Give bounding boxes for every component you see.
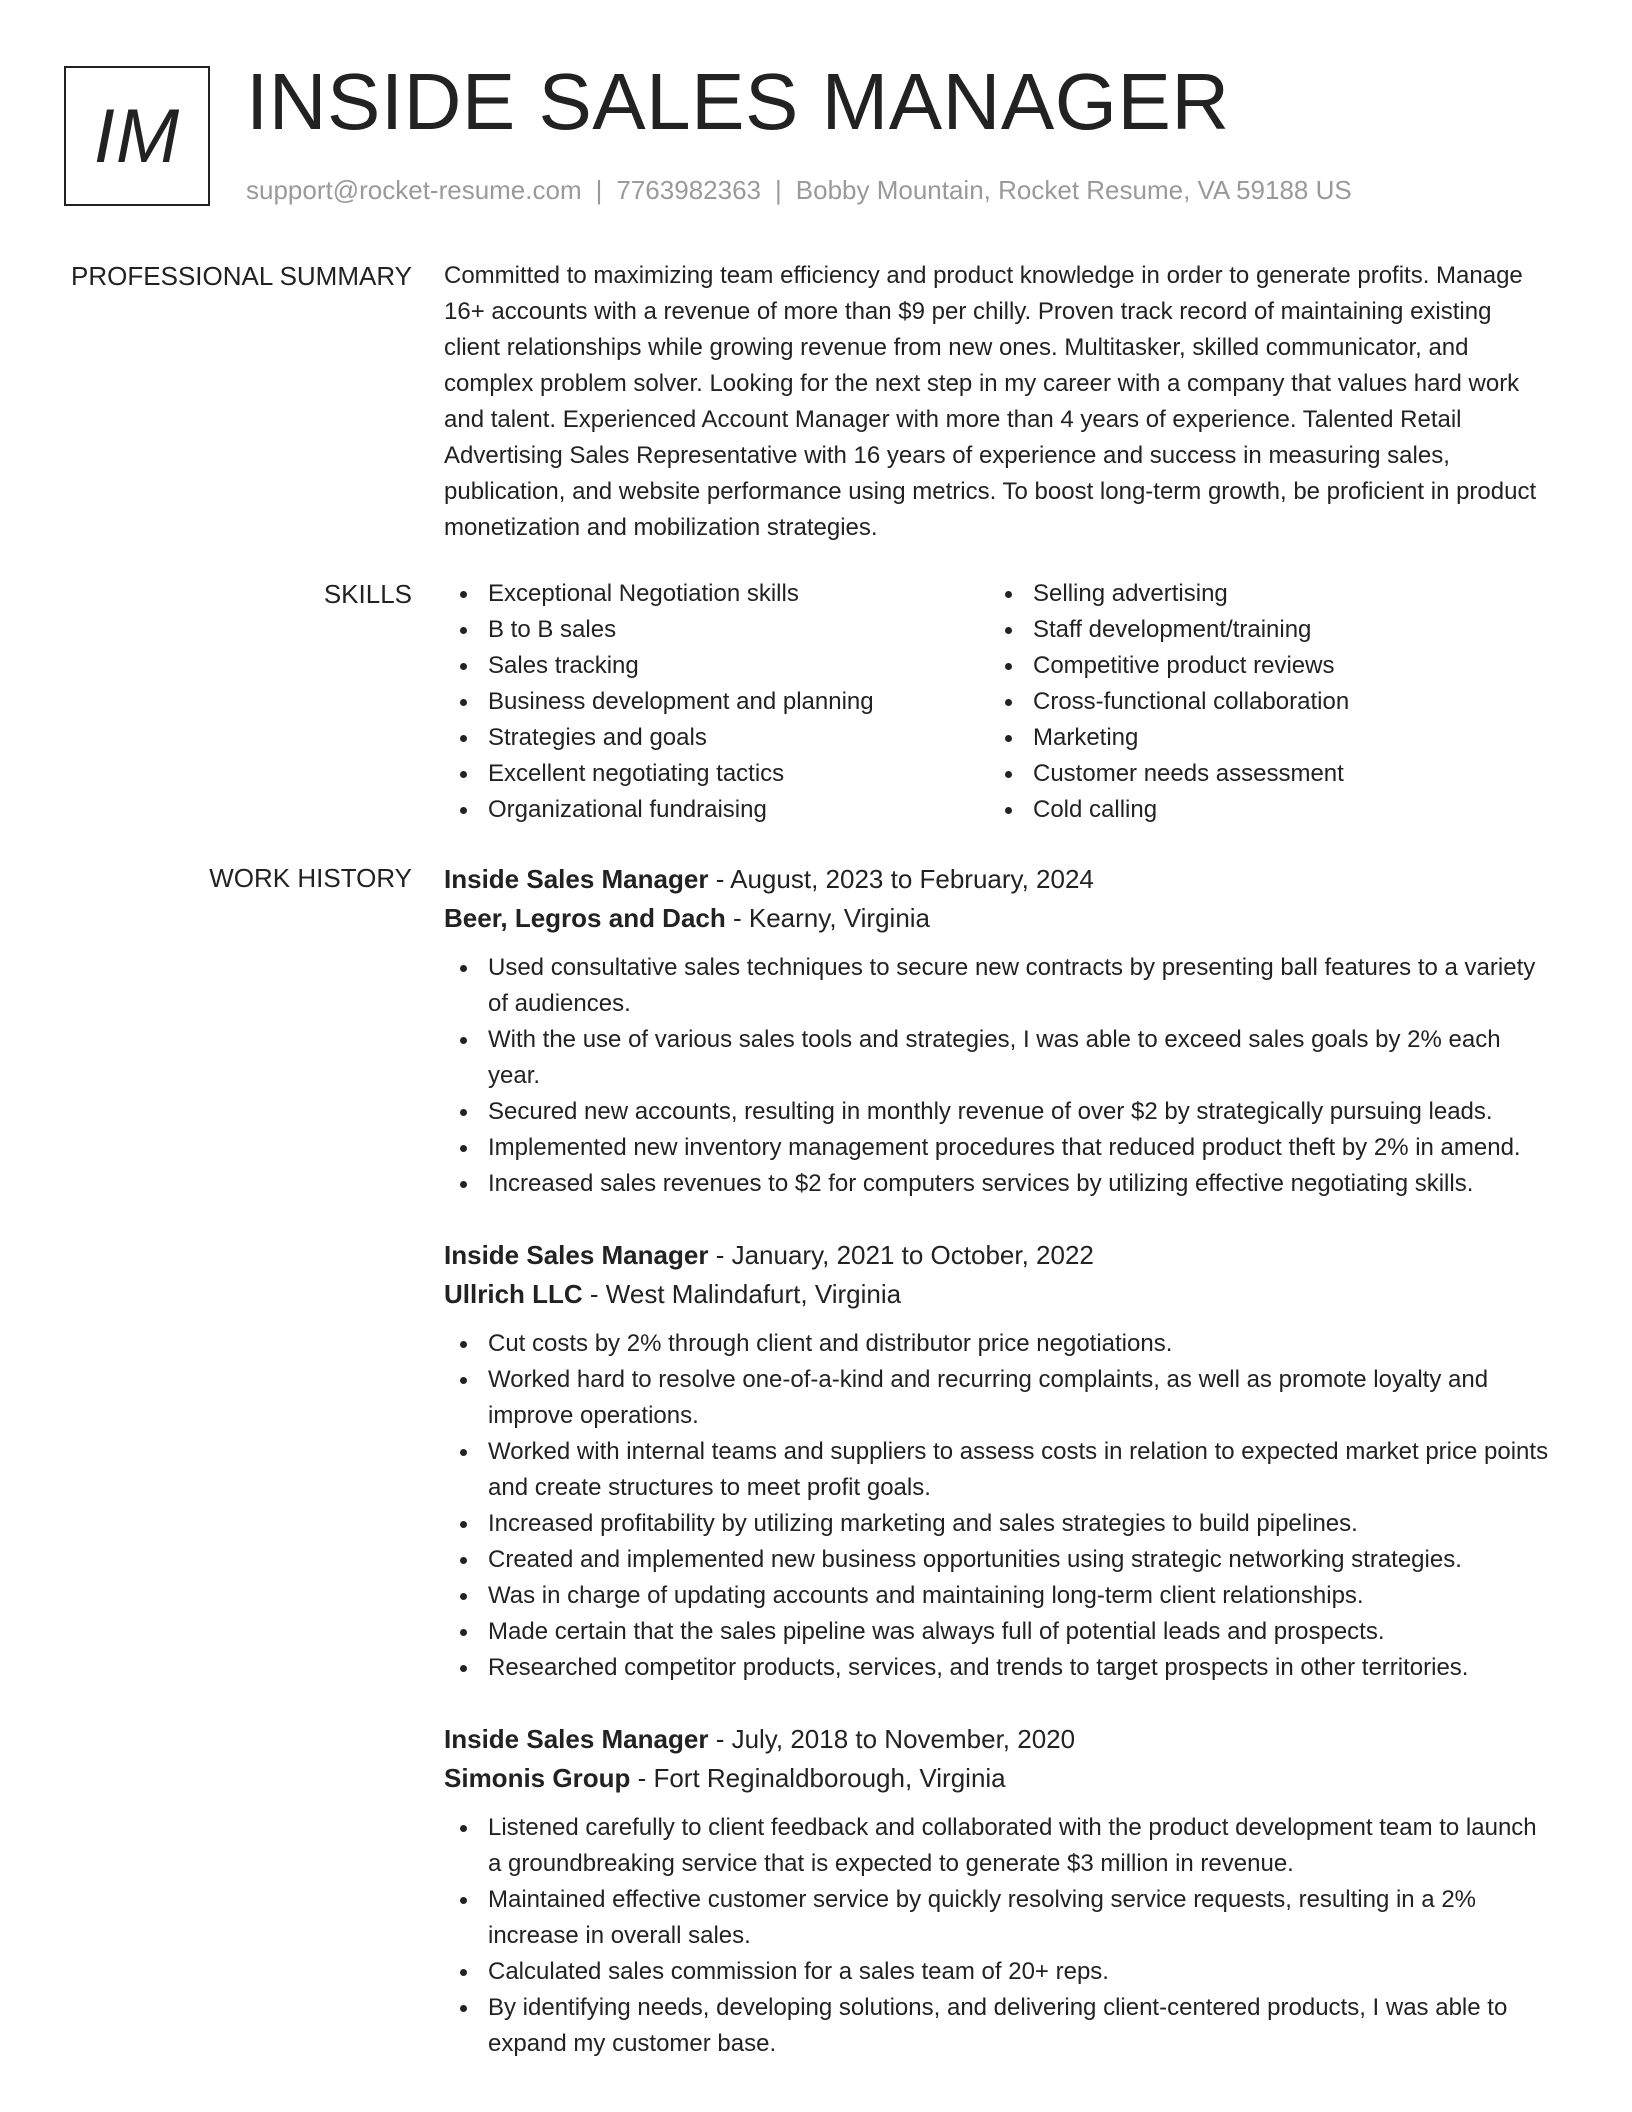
job-bullets — [444, 1326, 1554, 1686]
job-company: Ullrich LLC — [444, 1279, 583, 1309]
job-company: Beer, Legros and Dach — [444, 903, 726, 933]
job-company: Simonis Group — [444, 1763, 631, 1793]
job-entry — [444, 860, 1554, 1202]
job-role-line — [444, 860, 1554, 899]
job-bullet: Calculated sales commission for a sales team of 20+ reps. — [444, 1954, 1554, 1990]
job-bullet: Created and implemented new business opportunities using strategic networking strategies. — [444, 1542, 1554, 1578]
summary-label: PROFESSIONAL SUMMARY — [71, 261, 412, 291]
skill-item: Excellent negotiating tactics — [444, 756, 989, 792]
contact-email[interactable]: support@rocket-resume.com — [246, 175, 582, 205]
job-role-line — [444, 1236, 1554, 1275]
job-role: Inside Sales Manager — [444, 1240, 709, 1270]
job-entry — [444, 1720, 1554, 2062]
skill-item: Sales tracking — [444, 648, 989, 684]
job-bullet: Researched competitor products, services, and trends to target prospects in other territories. — [444, 1650, 1554, 1686]
job-location: - Fort Reginaldborough, Virginia — [637, 1763, 1006, 1793]
job-bullet: With the use of various sales tools and strategies, I was able to exceed sales goals by 2% each year. — [444, 1022, 1554, 1094]
job-dates: - August, 2023 to February, 2024 — [715, 864, 1094, 894]
work-history-body — [444, 860, 1554, 2096]
skill-item: Organizational fundraising — [444, 792, 989, 828]
job-role: Inside Sales Manager — [444, 864, 709, 894]
job-location: - West Malindafurt, Virginia — [589, 1279, 902, 1309]
contact-separator: | — [775, 175, 782, 205]
skill-item: Business development and planning — [444, 684, 989, 720]
skill-item: Staff development/training — [989, 612, 1534, 648]
job-bullets — [444, 1810, 1554, 2062]
job-bullet: Listened carefully to client feedback and collaborated with the product development team to launch a groundbreaking service that is expected to generate $3 million in revenue. — [444, 1810, 1554, 1882]
skill-item: Exceptional Negotiation skills — [444, 576, 989, 612]
job-dates: - July, 2018 to November, 2020 — [715, 1724, 1076, 1754]
job-company-line — [444, 1275, 1554, 1314]
job-bullet: Implemented new inventory management procedures that reduced product theft by 2% in amend. — [444, 1130, 1554, 1166]
job-bullet: Used consultative sales techniques to secure new contracts by presenting ball features to a variety of audiences. — [444, 950, 1554, 1022]
skill-item: Cross-functional collaboration — [989, 684, 1534, 720]
job-role: Inside Sales Manager — [444, 1724, 709, 1754]
job-company-line — [444, 899, 1554, 938]
job-bullet: Made certain that the sales pipeline was always full of potential leads and prospects. — [444, 1614, 1554, 1650]
contact-line — [246, 174, 1352, 206]
job-company-line — [444, 1759, 1554, 1798]
skills-column-left — [444, 576, 989, 828]
job-entry — [444, 1236, 1554, 1686]
skill-item: Customer needs assessment — [989, 756, 1534, 792]
job-bullet: Worked hard to resolve one-of-a-kind and recurring complaints, as well as promote loyalty and improve operations. — [444, 1362, 1554, 1434]
skills-columns — [444, 576, 1554, 828]
page-title: INSIDE SALES MANAGER — [246, 57, 1230, 146]
job-bullet: Was in charge of updating accounts and maintaining long-term client relationships. — [444, 1578, 1554, 1614]
work-history-label: WORK HISTORY — [209, 863, 412, 893]
monogram-logo — [64, 66, 210, 206]
monogram-initials: IM — [93, 93, 181, 179]
skill-item: Selling advertising — [989, 576, 1534, 612]
skill-item: Competitive product reviews — [989, 648, 1534, 684]
job-bullet: Secured new accounts, resulting in monthly revenue of over $2 by strategically pursuing leads. — [444, 1094, 1554, 1130]
job-bullet: Increased sales revenues to $2 for computers services by utilizing effective negotiating skills. — [444, 1166, 1554, 1202]
job-bullet: Increased profitability by utilizing marketing and sales strategies to build pipelines. — [444, 1506, 1554, 1542]
job-bullet: Worked with internal teams and suppliers to assess costs in relation to expected market price points and create structures to meet profit goals. — [444, 1434, 1554, 1506]
contact-separator: | — [595, 175, 603, 205]
job-bullets — [444, 950, 1554, 1202]
skills-column-right — [989, 576, 1534, 828]
skill-item: Cold calling — [989, 792, 1534, 828]
contact-phone[interactable]: 7763982363 — [616, 175, 761, 205]
job-bullet: Cut costs by 2% through client and distributor price negotiations. — [444, 1326, 1554, 1362]
skills-label: SKILLS — [323, 579, 412, 609]
job-bullet: By identifying needs, developing solutions, and delivering client-centered products, I was able to expand my customer base. — [444, 1990, 1554, 2062]
job-bullet: Maintained effective customer service by quickly resolving service requests, resulting in a 2% increase in overall sales. — [444, 1882, 1554, 1954]
summary-body — [444, 258, 1554, 546]
skill-item: Strategies and goals — [444, 720, 989, 756]
job-location: - Kearny, Virginia — [733, 903, 931, 933]
skill-item: Marketing — [989, 720, 1534, 756]
skill-item: B to B sales — [444, 612, 989, 648]
summary-text: Committed to maximizing team efficiency and product knowledge in order to generate profits. Manage 16+ accounts with a revenue of more than $9 per chilly. Proven track record of maintaining existing client relationships while growing revenue from new ones. Multitasker, skilled communicator, and complex problem solver. Looking for the next step in my career with a company that values hard work and talent. Experienced Account Manager with more than 4 years of experience. Talented Retail Advertising Sales Representative with 16 years of experience and success in measuring sales, publication, and website performance using metrics. To boost long-term growth, be proficient in product monetization and mobilization strategies. — [444, 262, 1537, 541]
job-dates: - January, 2021 to October, 2022 — [715, 1240, 1094, 1270]
job-role-line — [444, 1720, 1554, 1759]
skills-body — [444, 576, 1554, 828]
contact-address: Bobby Mountain, Rocket Resume, VA 59188 US — [795, 175, 1352, 205]
